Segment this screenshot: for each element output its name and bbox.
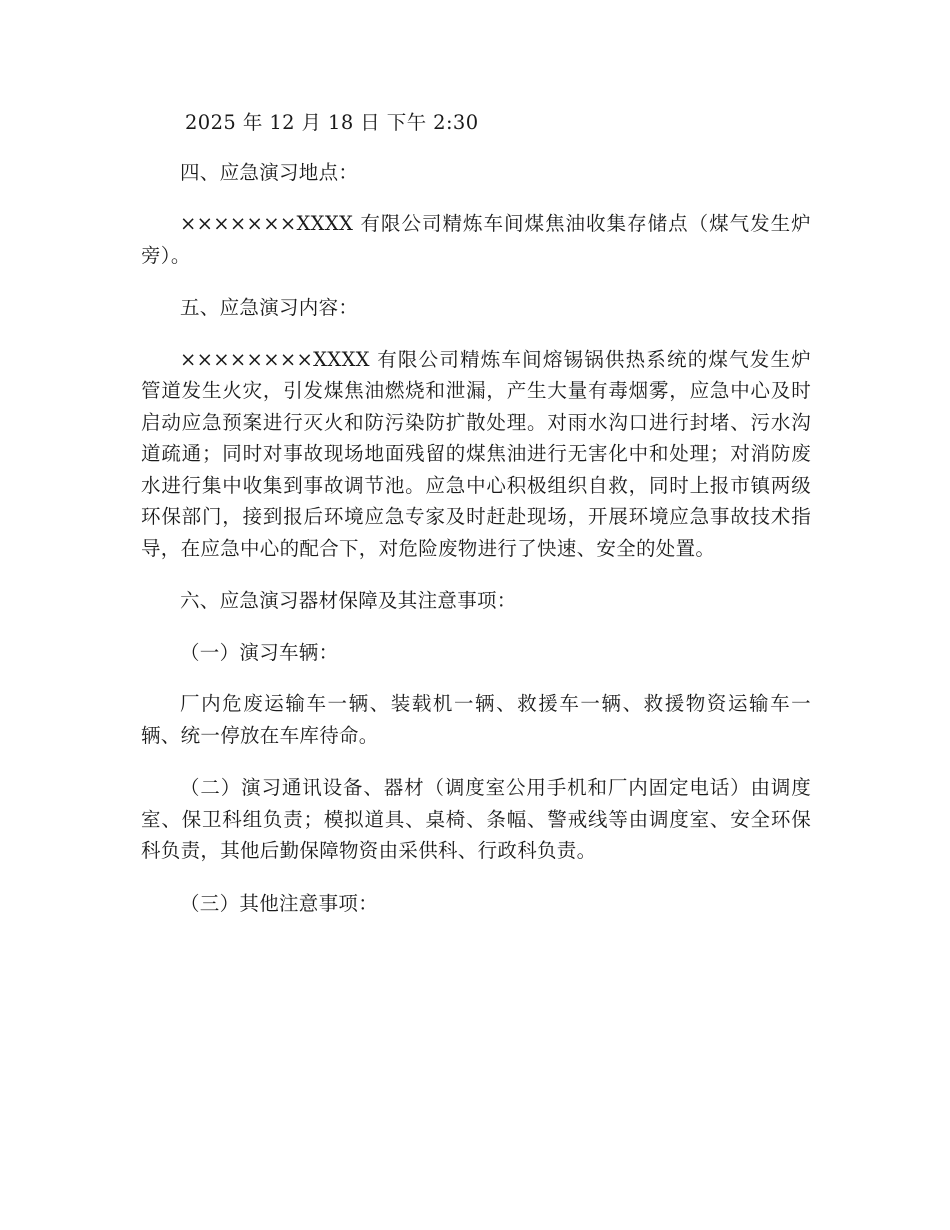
subsection-2-body: （二）演习通讯设备、器材（调度室公用手机和厂内固定电话）由调度室、保卫科组负责；模拟道具、桌椅、条幅、警戒线等由调度室、安全环保科负责，其他后勤保障物资由采供科、行政科负责。 [141, 776, 811, 862]
document-body [141, 107, 811, 919]
section-6-heading: 六、应急演习器材保障及其注意事项： [180, 589, 517, 612]
subsection-3-heading: （三）其他注意事项： [180, 891, 379, 915]
section-5-body: ××××××××XXXX 有限公司精炼车间熔锡锅供热系统的煤气发生炉管道发生火灾，引发煤焦油燃烧和泄漏，产生大量有毒烟雾，应急中心及时启动应急预案进行灭火和防污染防扩散处理。对雨水沟口进行封堵、污水沟道疏通；同时对事故现场地面残留的煤焦油进行无害化中和处理；对消防废水进行集中收集到事故调节池。应急中心积极组织自救，同时上报市镇两级环保部门，接到报后环境应急专家及时赶赴现场，开展环境应急事故技术指导，在应急中心的配合下，对危险废物进行了快速、安全的处置。 [141, 347, 811, 560]
section-4-heading: 四、应急演习地点： [180, 160, 359, 184]
drill-date-line: 2025 年 12 月 18 日 下午 2:30 [185, 111, 479, 134]
subsection-1-body: 厂内危废运输车一辆、装载机一辆、救援车一辆、救援物资运输车一辆、统一停放在车库待命。 [141, 692, 811, 747]
section-5-heading: 五、应急演习内容： [180, 296, 359, 319]
subsection-1-heading: （一）演习车辆： [180, 640, 339, 664]
section-4-body: ×××××××XXXX 有限公司精炼车间煤焦油收集存储点（煤气发生炉旁）。 [141, 212, 811, 267]
